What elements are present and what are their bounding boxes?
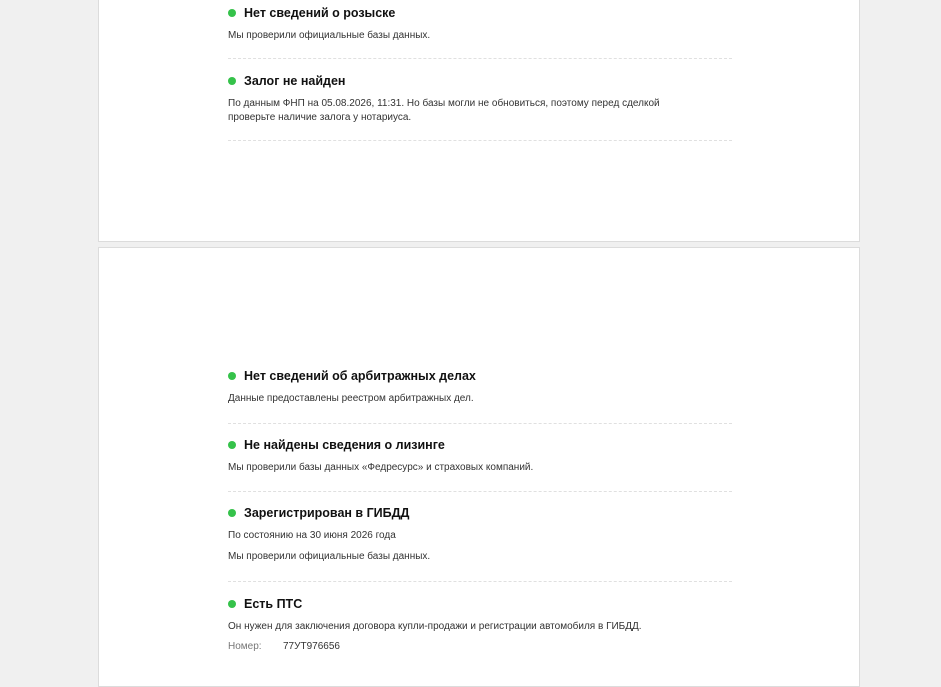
status-ok-icon <box>228 600 236 608</box>
gibdd-check-title: Зарегистрирован в ГИБДД <box>244 506 410 520</box>
status-ok-icon <box>228 77 236 85</box>
status-ok-icon <box>228 9 236 17</box>
wanted-check-item <box>228 6 732 43</box>
gibdd-check-date: По состоянию на 30 июня 2026 года <box>228 530 396 541</box>
wanted-check-header <box>228 6 732 20</box>
divider <box>228 140 732 141</box>
leasing-check-title: Не найдены сведения о лизинге <box>244 438 445 452</box>
divider <box>228 58 732 59</box>
status-ok-icon <box>228 441 236 449</box>
arbitration-check-item <box>228 369 732 406</box>
pts-number-value: 77УТ976656 <box>283 641 340 652</box>
pts-check-text: Он нужен для заключения договора купли-продажи и регистрации автомобиля в ГИБДД. <box>228 621 642 632</box>
pts-check-item <box>228 597 732 652</box>
report-page-2 <box>98 247 860 687</box>
divider <box>228 491 732 492</box>
arbitration-check-header <box>228 369 732 383</box>
pts-check-header <box>228 597 732 611</box>
pts-number-row <box>228 641 732 652</box>
pledge-check-header <box>228 74 732 88</box>
pledge-check-title: Залог не найден <box>244 74 346 88</box>
leasing-check-item <box>228 438 732 475</box>
divider <box>228 423 732 424</box>
arbitration-check-title: Нет сведений об арбитражных делах <box>244 369 476 383</box>
leasing-check-header <box>228 438 732 452</box>
report-page-1 <box>98 0 860 242</box>
pledge-check-item <box>228 74 732 125</box>
status-ok-icon <box>228 509 236 517</box>
status-ok-icon <box>228 372 236 380</box>
leasing-check-text: Мы проверили базы данных «Федресурс» и страховых компаний. <box>228 462 534 473</box>
pts-number-label: Номер: <box>228 641 262 652</box>
arbitration-check-text: Данные предоставлены реестром арбитражных дел. <box>228 393 474 404</box>
wanted-check-title: Нет сведений о розыске <box>244 6 396 20</box>
pledge-check-text: По данным ФНП на 05.08.2026, 11:31. Но базы могли не обновиться, поэтому перед сделкой проверьте наличие залога у нотариуса. <box>228 98 660 123</box>
wanted-check-text: Мы проверили официальные базы данных. <box>228 30 431 41</box>
pts-check-title: Есть ПТС <box>244 597 303 611</box>
divider <box>228 581 732 582</box>
gibdd-check-text: Мы проверили официальные базы данных. <box>228 551 431 562</box>
gibdd-check-item <box>228 506 732 564</box>
gibdd-check-header <box>228 506 732 520</box>
